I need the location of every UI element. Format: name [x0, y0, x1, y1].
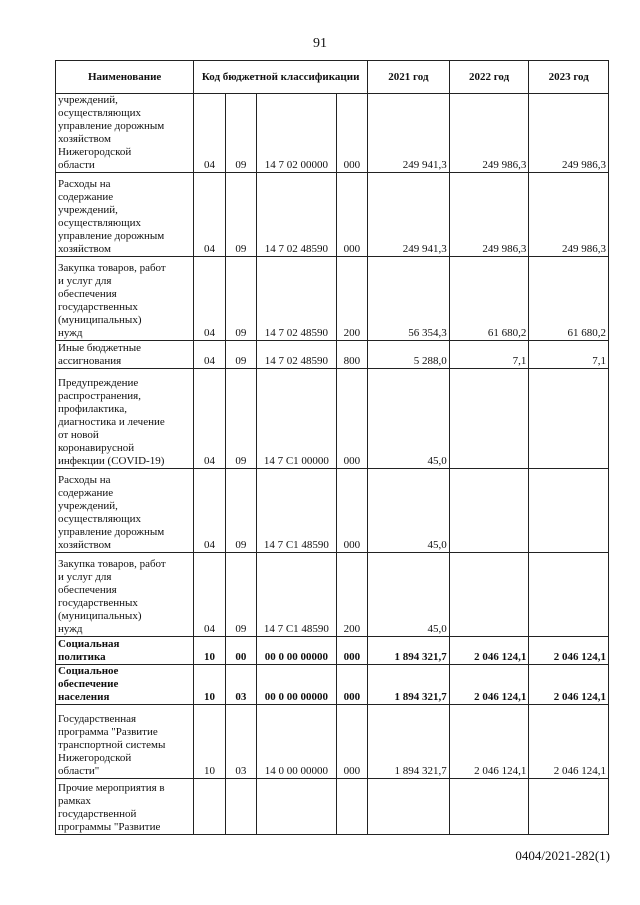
cell-section: 10: [194, 665, 225, 705]
cell-2022: 2 046 124,1: [449, 705, 529, 779]
cell-2021: 45,0: [368, 553, 450, 637]
cell-2023: 7,1: [529, 341, 609, 369]
header-name: Наименование: [56, 61, 194, 94]
cell-subsection: 09: [225, 257, 256, 341]
table-row: [56, 779, 609, 835]
table-row: [56, 94, 609, 173]
cell-2022: 249 986,3: [449, 94, 529, 173]
cell-name: Расходы на содержание учреждений, осуществляющих управление дорожным хозяйством: [56, 173, 194, 257]
cell-name: учреждений, осуществляющих управление дорожным хозяйством Нижегородской области: [56, 94, 194, 173]
cell-section: [194, 779, 225, 835]
cell-section: 04: [194, 553, 225, 637]
page-number: 91: [313, 36, 327, 51]
cell-expense-type: 000: [336, 705, 367, 779]
cell-target-article: 14 7 02 48590: [257, 173, 337, 257]
budget-table: [55, 60, 609, 835]
cell-target-article: 14 7 02 00000: [257, 94, 337, 173]
cell-target-article: 14 7 C1 48590: [257, 553, 337, 637]
header-code: Код бюджетной классификации: [194, 61, 368, 94]
table-header-row: [56, 61, 609, 94]
document-code: 0404/2021-282(1): [515, 848, 610, 863]
cell-2023: [529, 779, 609, 835]
cell-target-article: 14 7 02 48590: [257, 341, 337, 369]
table-row: [56, 341, 609, 369]
table-body: [56, 94, 609, 835]
cell-target-article: 14 7 C1 48590: [257, 469, 337, 553]
cell-subsection: 09: [225, 341, 256, 369]
cell-2022: 61 680,2: [449, 257, 529, 341]
cell-expense-type: 000: [336, 637, 367, 665]
cell-name: Расходы на содержание учреждений, осуществляющих управление дорожным хозяйством: [56, 469, 194, 553]
cell-2022: 2 046 124,1: [449, 637, 529, 665]
cell-section: 04: [194, 341, 225, 369]
cell-target-article: 14 7 02 48590: [257, 257, 337, 341]
cell-2023: 2 046 124,1: [529, 665, 609, 705]
cell-2022: [449, 469, 529, 553]
cell-expense-type: 000: [336, 173, 367, 257]
cell-target-article: [257, 779, 337, 835]
cell-2022: [449, 779, 529, 835]
cell-expense-type: 000: [336, 469, 367, 553]
cell-section: 04: [194, 94, 225, 173]
cell-expense-type: [336, 779, 367, 835]
cell-section: 04: [194, 369, 225, 469]
cell-section: 04: [194, 257, 225, 341]
cell-2023: 249 986,3: [529, 173, 609, 257]
table-row: [56, 705, 609, 779]
cell-expense-type: 200: [336, 553, 367, 637]
table-row: [56, 665, 609, 705]
cell-section: 04: [194, 173, 225, 257]
table-row: [56, 257, 609, 341]
cell-2023: 2 046 124,1: [529, 705, 609, 779]
cell-name: Социальная политика: [56, 637, 194, 665]
table-row: [56, 469, 609, 553]
cell-2021: 1 894 321,7: [368, 665, 450, 705]
cell-2021: [368, 779, 450, 835]
cell-expense-type: 200: [336, 257, 367, 341]
cell-2023: 61 680,2: [529, 257, 609, 341]
cell-2023: 249 986,3: [529, 94, 609, 173]
cell-2023: [529, 553, 609, 637]
cell-2022: 7,1: [449, 341, 529, 369]
cell-2022: 2 046 124,1: [449, 665, 529, 705]
cell-2023: [529, 369, 609, 469]
cell-name: Иные бюджетные ассигнования: [56, 341, 194, 369]
header-2021: 2021 год: [368, 61, 450, 94]
cell-2021: 249 941,3: [368, 173, 450, 257]
header-2022: 2022 год: [449, 61, 529, 94]
cell-2023: 2 046 124,1: [529, 637, 609, 665]
cell-section: 04: [194, 469, 225, 553]
table-row: [56, 553, 609, 637]
cell-target-article: 00 0 00 00000: [257, 665, 337, 705]
cell-expense-type: 000: [336, 369, 367, 469]
cell-name: Прочие мероприятия в рамках государственной программы "Развитие: [56, 779, 194, 835]
cell-subsection: 00: [225, 637, 256, 665]
cell-expense-type: 000: [336, 665, 367, 705]
table-row: [56, 369, 609, 469]
cell-2022: [449, 553, 529, 637]
cell-2021: 45,0: [368, 469, 450, 553]
cell-name: Государственная программа "Развитие транспортной системы Нижегородской области": [56, 705, 194, 779]
cell-2021: 1 894 321,7: [368, 637, 450, 665]
cell-subsection: 09: [225, 369, 256, 469]
cell-section: 10: [194, 705, 225, 779]
cell-subsection: 03: [225, 665, 256, 705]
cell-name: Закупка товаров, работ и услуг для обеспечения государственных (муниципальных) нужд: [56, 257, 194, 341]
cell-name: Предупреждение распространения, профилактика, диагностика и лечение от новой коронавирусной инфекции (COVID-19): [56, 369, 194, 469]
cell-target-article: 14 0 00 00000: [257, 705, 337, 779]
cell-2021: 1 894 321,7: [368, 705, 450, 779]
cell-subsection: 09: [225, 94, 256, 173]
cell-target-article: 00 0 00 00000: [257, 637, 337, 665]
cell-2021: 45,0: [368, 369, 450, 469]
table-row: [56, 637, 609, 665]
cell-2021: 56 354,3: [368, 257, 450, 341]
cell-subsection: 03: [225, 705, 256, 779]
cell-expense-type: 800: [336, 341, 367, 369]
cell-name: Социальное обеспечение населения: [56, 665, 194, 705]
cell-2023: [529, 469, 609, 553]
header-2023: 2023 год: [529, 61, 609, 94]
cell-2022: [449, 369, 529, 469]
cell-target-article: 14 7 C1 00000: [257, 369, 337, 469]
cell-section: 10: [194, 637, 225, 665]
cell-subsection: 09: [225, 469, 256, 553]
cell-subsection: 09: [225, 173, 256, 257]
cell-subsection: [225, 779, 256, 835]
cell-2022: 249 986,3: [449, 173, 529, 257]
cell-subsection: 09: [225, 553, 256, 637]
cell-name: Закупка товаров, работ и услуг для обеспечения государственных (муниципальных) нужд: [56, 553, 194, 637]
cell-2021: 249 941,3: [368, 94, 450, 173]
cell-2021: 5 288,0: [368, 341, 450, 369]
cell-expense-type: 000: [336, 94, 367, 173]
table-row: [56, 173, 609, 257]
